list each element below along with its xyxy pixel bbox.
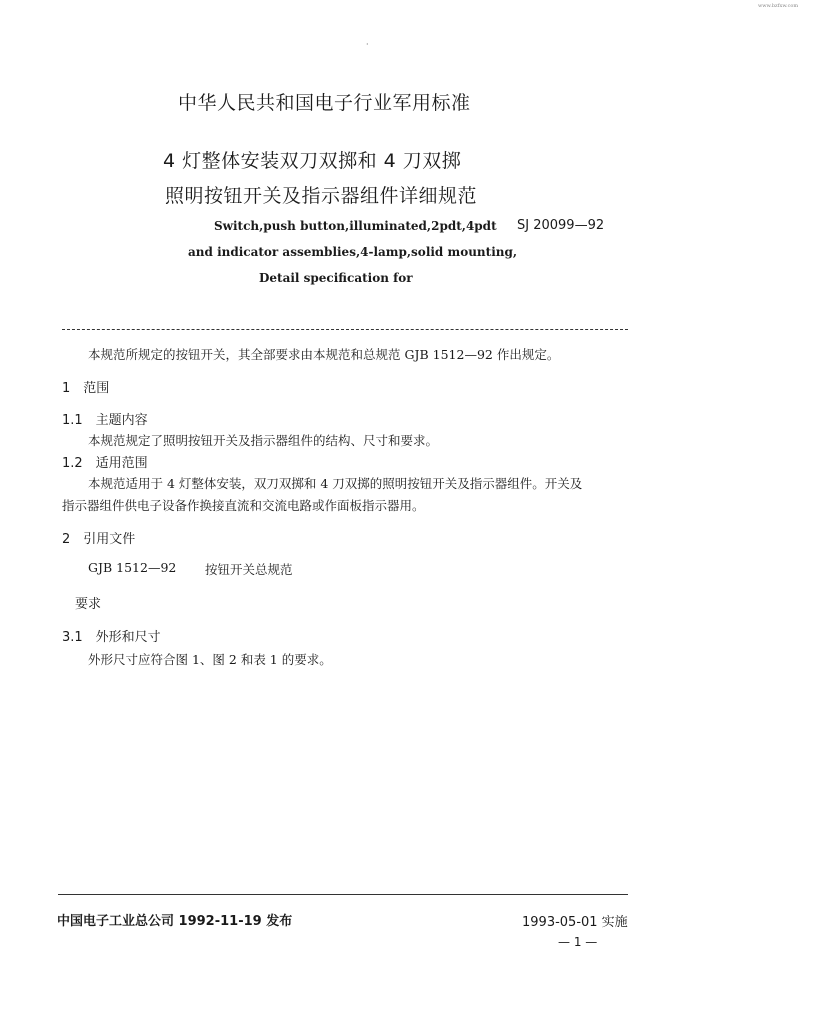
english-title-line-1: Switch,push button,illuminated,2pdt,4pdt <box>214 219 497 233</box>
header-divider <box>62 329 628 330</box>
section-3-heading: 要求 <box>62 597 102 612</box>
document-title-line-2: 照明按钮开关及指示器组件详细规范 <box>165 185 478 207</box>
standard-category: 中华人民共和国电子行业军用标准 <box>178 92 471 114</box>
english-title-line-3: Detail specification for <box>259 271 413 285</box>
section-1-2-text-line-2: 指示器组件供电子设备作换接直流和交流电路或作面板指示器用。 <box>62 498 425 513</box>
section-1-heading: 1 范围 <box>62 381 110 396</box>
reference-document-title: 按钮开关总规范 <box>205 562 293 577</box>
reference-document-code: GJB 1512—92 <box>88 560 177 575</box>
section-2-heading: 2 引用文件 <box>62 532 136 547</box>
english-title-line-2: and indicator assemblies,4-lamp,solid mounting, <box>188 245 518 259</box>
section-1-2-text-line-1: 本规范适用于 4 灯整体安装，双刀双掷和 4 刀双掷的照明按钮开关及指示器组件。开关及 <box>88 476 583 491</box>
section-3-1-heading: 3.1 外形和尺寸 <box>62 630 161 645</box>
page-number: — 1 — <box>558 935 598 949</box>
corner-watermark: www.bzfxw.com <box>758 3 799 9</box>
effective-date: 1993-05-01 实施 <box>522 915 628 930</box>
issue-date: 中国电子工业总公司 1992-11-19 发布 <box>57 914 293 929</box>
section-1-1-text: 本规范规定了照明按钮开关及指示器组件的结构、尺寸和要求。 <box>88 433 439 448</box>
standard-number: SJ 20099—92 <box>517 218 605 233</box>
footer-divider <box>58 894 628 895</box>
scan-speck: · <box>366 40 369 49</box>
section-1-1-heading: 1.1 主题内容 <box>62 413 148 428</box>
document-title-line-1: 4 灯整体安装双刀双掷和 4 刀双掷 <box>163 150 462 172</box>
section-1-2-heading: 1.2 适用范围 <box>62 456 148 471</box>
intro-paragraph: 本规范所规定的按钮开关，其全部要求由本规范和总规范 GJB 1512—92 作出规定。 <box>88 347 560 362</box>
section-3-1-text: 外形尺寸应符合图 1、图 2 和表 1 的要求。 <box>88 652 332 667</box>
